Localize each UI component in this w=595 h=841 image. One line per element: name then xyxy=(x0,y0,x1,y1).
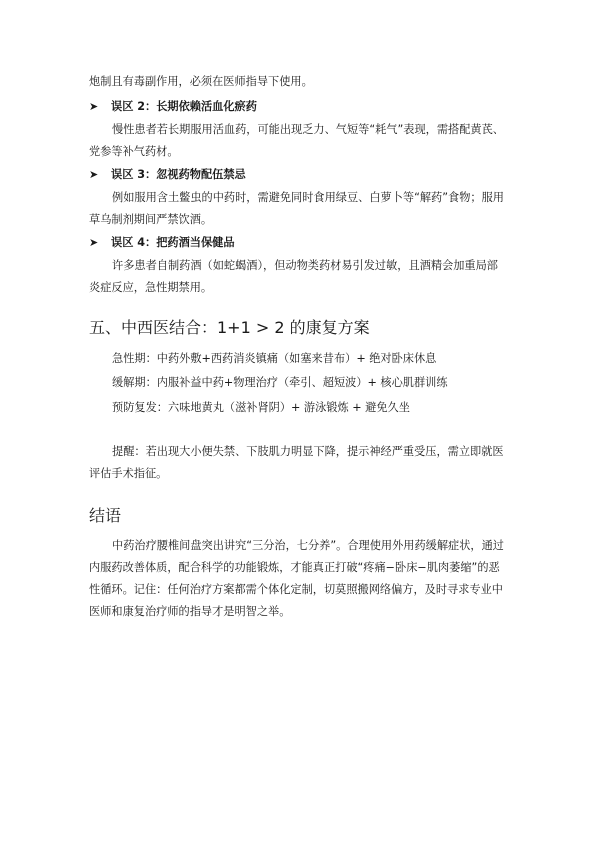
arrow-bullet-icon: ➤ xyxy=(89,100,99,113)
misconception-2-body: 慢性患者若长期服用活血药，可能出现乏力、气短等“耗气”表现，需搭配黄芪、党参等补气药材。 xyxy=(89,123,504,158)
plan-acute: 急性期：中药外敷+西药消炎镇痛（如塞来昔布）+ 绝对卧床休息 xyxy=(112,352,437,365)
misconception-2-title-text: 误区 2：长期依赖活血化瘀药 xyxy=(111,100,257,113)
misconception-3-body: 例如服用含土鳖虫的中药时，需避免同时食用绿豆、白萝卜等“解药”食物；服用草乌制剂期间严禁饮酒。 xyxy=(89,191,504,226)
arrow-bullet-icon: ➤ xyxy=(89,168,99,181)
misconception-4-title-text: 误区 4：把药酒当保健品 xyxy=(111,236,235,249)
arrow-bullet-icon: ➤ xyxy=(89,236,99,249)
plan-prevention: 预防复发：六味地黄丸（滋补肾阴）+ 游泳锻炼 + 避免久坐 xyxy=(112,401,410,414)
conclusion-heading: 结语 xyxy=(89,506,122,525)
section-5-heading: 五、中西医结合：1+1 > 2 的康复方案 xyxy=(89,318,370,337)
plan-remission: 缓解期：内服补益中药+物理治疗（牵引、超短波）+ 核心肌群训练 xyxy=(112,376,448,389)
reminder-text: 提醒：若出现大小便失禁、下肢肌力明显下降，提示神经严重受压，需立即就医评估手术指征。 xyxy=(89,445,504,480)
misconception-3-title-text: 误区 3：忽视药物配伍禁忌 xyxy=(111,168,246,181)
misconception-3-title xyxy=(89,164,507,186)
intro-tail-text: 炮制且有毒副作用，必须在医师指导下使用。 xyxy=(89,75,313,88)
conclusion-body: 中药治疗腰椎间盘突出讲究“三分治，七分养”。合理使用外用药缓解症状，通过内服药改善体质，配合科学的功能锻炼，才能真正打破“疼痛−卧床−肌肉萎缩”的恶性循环。记住：任何治疗方案都需个体化定制，切莫照搬网络偏方，及时寻求专业中医师和康复治疗师的指导才是明智之举。 xyxy=(89,539,504,618)
misconception-2-title xyxy=(89,96,507,118)
misconception-4-title xyxy=(89,232,507,254)
misconception-4-body: 许多患者自制药酒（如蛇蝎酒），但动物类药材易引发过敏，且酒精会加重局部炎症反应，急性期禁用。 xyxy=(89,259,498,294)
